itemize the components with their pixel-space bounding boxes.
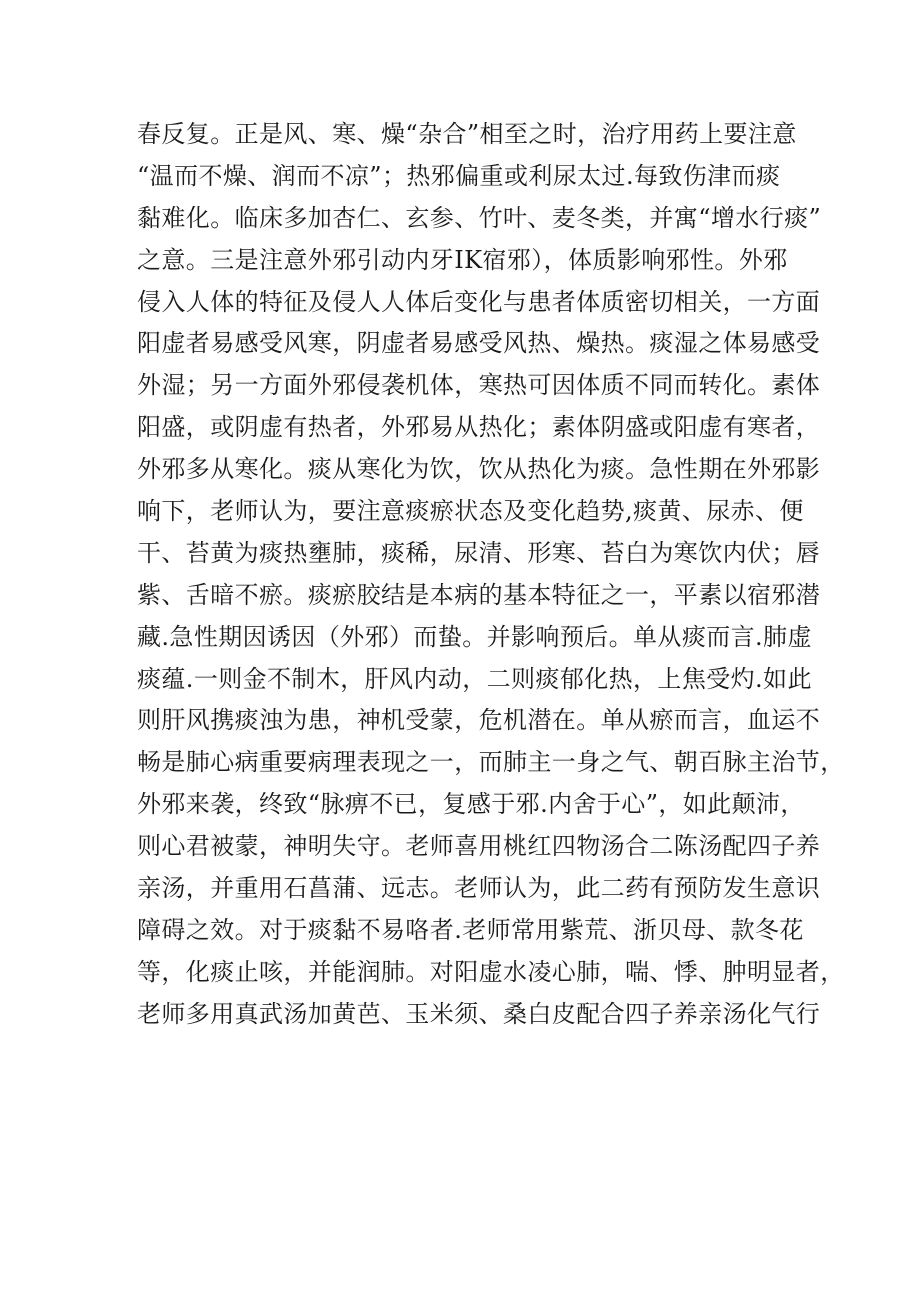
body-text — [137, 114, 845, 1036]
text-line: “温而不燥、润而不凉”；热邪偏重或利尿太过.每致伤津而痰 — [137, 161, 781, 190]
text-line: 畅是肺心病重要病理表现之一，而肺主一身之气、朝百脉主治节， — [137, 748, 845, 777]
text-line: 响下，老师认为，要注意痰瘀状态及变化趋势,痰黄、尿赤、便 — [137, 497, 804, 526]
text-line: 外湿；另一方面外邪侵袭机体，寒热可因体质不同而转化。素体 — [137, 371, 821, 400]
text-line: 障碍之效。对于痰黏不易咯者.老师常用紫荒、浙贝母、款冬花 — [137, 915, 804, 944]
text-line: 老师多用真武汤加黄芭、玉米须、桑白皮配合四子养亲汤化气行 — [137, 999, 821, 1028]
text-line: 则肝风携痰浊为患，神机受蒙，危机潜在。单从瘀而言，血运不 — [137, 706, 821, 735]
text-line: 春反复。正是风、寒、燥“杂合”相至之时，治疗用药上要注意 — [137, 120, 797, 148]
text-line: 外邪多从寒化。痰从寒化为饮，饮从热化为痰。急性期在外邪影 — [137, 455, 821, 484]
text-line: 阳虚者易感受风寒，阴虚者易感受风热、燥热。痰湿之体易感受 — [137, 329, 821, 358]
text-line: 干、苔黄为痰热壅肺，痰稀，尿清、形寒、苔白为寒饮内伏；唇 — [137, 538, 821, 567]
text-line: 阳盛，或阴虚有热者，外邪易从热化；素体阴盛或阳虚有寒者， — [137, 413, 821, 442]
text-line: 黏难化。临床多加杏仁、玄参、竹叶、麦冬类，并寓“增水行痰” — [137, 203, 822, 232]
text-line: 之意。三是注意外邪引动内牙IK宿邪），体质影响邪性。外邪 — [137, 245, 788, 274]
text-line: 外邪来袭，终致“脉痹不已，复感于邪.内舍于心”，如此颠沛， — [137, 790, 805, 819]
text-line: 藏.急性期因诱因（外邪）而蛰。并影响预后。单从痰而言.肺虚 — [137, 622, 812, 651]
text-line: 等，化痰止咳，并能润肺。对阳虚水凌心肺，喘、悸、肿明显者， — [137, 957, 845, 986]
text-line: 痰蕴.一则金不制木，肝风内动，二则痰郁化热，上焦受灼.如此 — [137, 664, 812, 693]
text-line: 亲汤，并重用石菖蒲、远志。老师认为，此二药有预防发生意识 — [137, 874, 821, 903]
text-line: 紫、舌暗不瘀。痰瘀胶结是本病的基本特征之一，平素以宿邪潜 — [137, 580, 821, 609]
text-line: 则心君被蒙，神明失守。老师喜用桃红四物汤合二陈汤配四子养 — [137, 832, 821, 861]
text-line: 侵入人体的特征及侵人人体后变化与患者体质密切相关，一方面 — [137, 287, 821, 316]
